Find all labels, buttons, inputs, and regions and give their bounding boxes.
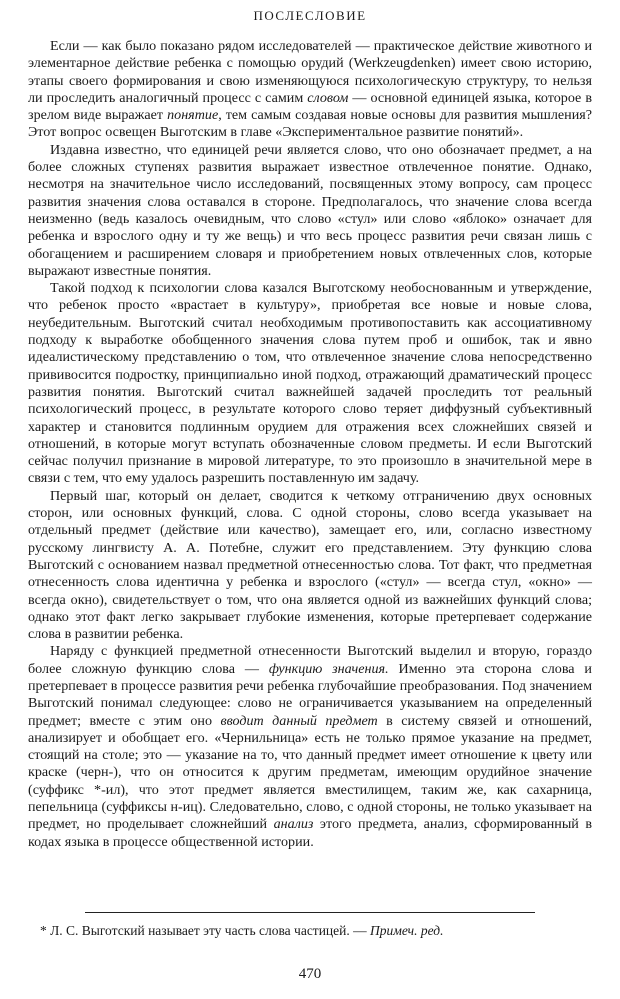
page-number: 470 (298, 966, 322, 982)
running-header: ПОСЛЕСЛОВИЕ (253, 8, 367, 23)
text-run: , тем самым создавая новые основы для развития мышления? Этот вопрос освещен Выготским в главе «Экспериментальное развитие понятий». (28, 107, 592, 141)
text-run: Такой подход к психологии слова казался Выготскому необоснованным и утверждение, что ребенок просто «врастает в культуру», приобретая все новые и новые слова, неубедительным. Выготский считал необходимым противопоставить как ассоциативному подходу к выработке обобщенного значения слова путем проб и ошибок, так и явно идеалистическому представлению о том, что отвлеченное значение слова непосредственно прививосится подростку, принципиально иной подход, отражающий драматический процесс развития понятия. Выготский считал важнейшей задачей проследить тот реальный психологический процесс, в результате которого слово теряет диффузный субъективный характер и становится подлинным орудием для отражения всех сложнейших связей и отношений, в которые могут вступать обозначенные словом предметы. И если Выготский сейчас получил признание в мировой литературе, то это произошло в значительной мере в связи с тем, что ему удалось разрешить поставленную им задачу. (28, 280, 592, 487)
text-run: — основной единицей языка, которое в зрелом виде выражает (28, 89, 593, 124)
paragraph (28, 38, 592, 142)
paragraph (28, 488, 592, 644)
text-run: этого предмета, анализ, сформированный в кодах языка в процессе общественной истории. (28, 816, 593, 850)
text-run: Именно эта сторона слова и претерпевает в процессе развития речи ребенка глубочайшие преобразования. Под значением Выготский понимал следующее: слово не ограничивается указыванием на определенный предмет; вместе с этим оно (28, 660, 592, 729)
text-run: Если — как было показано рядом исследователей — практическое действие животного и элементарное действие ребенка с помощью орудий (Werkzeugdenken) имеет свою историю, этапы своего формирования и свою изменяющуюся психологическую структуру, то нельзя ли проследить аналогичный процесс с самим (28, 38, 592, 106)
main-text (28, 38, 592, 851)
text-run: Наряду с функцией предметной отнесенности Выготский выделил и вторую, гораздо более сложную функцию слова — (28, 643, 592, 677)
italic-term: анализ (273, 816, 314, 833)
paragraph (28, 280, 592, 488)
italic-term: вводит данный предмет (220, 712, 378, 729)
italic-term: функцию значения. (268, 660, 389, 677)
footnote-signature: Примеч. ред. (370, 923, 444, 938)
footnote-divider (85, 912, 535, 913)
italic-term: словом (307, 89, 349, 106)
footnote-text: * Л. С. Выготский называет эту часть слова частицей. — (40, 923, 370, 938)
footnote (40, 922, 600, 939)
paragraph (28, 142, 592, 280)
italic-term: понятие (167, 107, 219, 124)
text-run: Издавна известно, что единицей речи является слово, что оно обозначает предмет, а на более сложных ступенях развития выражает известное отвлеченное понятие. Однако, несмотря на значительное число исследований, посвященных этому вопросу, сам процесс развития значения слова оставался в стороне. Предполагалось, что значение слова всегда неизменно (ведь казалось очевидным, что слово «стул» или слово «яблоко» означает для ребенка и взрослого одну и ту же вещь) и что весь процесс развития речи связан лишь с обогащением и расширением словаря и приобретением новых отвлеченных слов, которые выражают известные понятия. (28, 141, 592, 279)
text-run: Первый шаг, который он делает, сводится к четкому отграничению двух основных сторон, или основных функций, слова. С одной стороны, слово всегда указывает на отдельный предмет (действие или качество), замещает его, или, согласно известному русскому лингвисту А. А. Потебне, служит его представлением. Эту функцию слова Выготский с основанием назвал предметной отнесенностью слова. Тот факт, что предметная отнесенность слова идентична у ребенка и взрослого («стул» — всегда стул, «окно» — всегда окно), свидетельствует о том, что она является одной из важнейших функций слова; однако этот факт легко закрывает глубокие изменения, которые претерпевает содержание слова в развитии ребенка. (28, 487, 592, 643)
text-run: в систему связей и отношений, анализирует и обобщает его. «Чернильница» есть не только прямое указание на предмет, стоящий на столе; это — указание на то, что данный предмет имеет отношение к цвету или краске (черн-), что он относится к другим предметам, имеющим орудийное значение (суффикс *-ил), что этот предмет является вместилищем, таким же, как сахарница, пепельница (суффиксы н-иц). Следовательно, слово, с одной стороны, не только указывает на предмет, но проделывает сложнейший (28, 712, 593, 833)
paragraph (28, 643, 592, 851)
